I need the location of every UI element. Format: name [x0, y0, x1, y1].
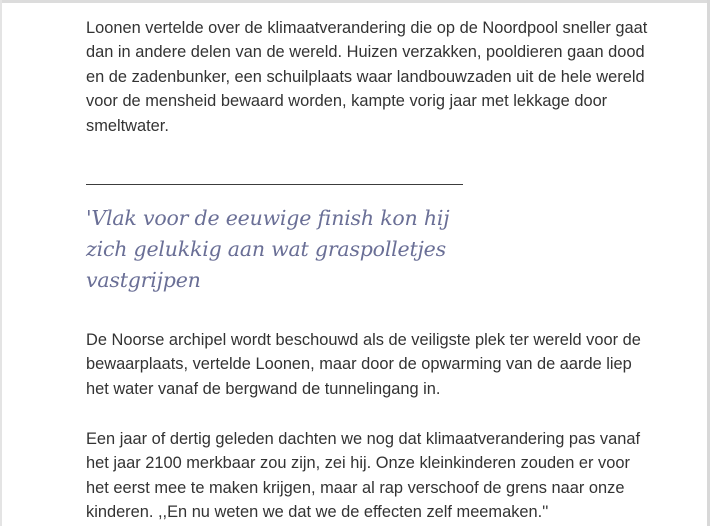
paragraph-line: het eerst mee te maken krijgen, maar al rap verschoof de grens naar onze — [86, 478, 625, 497]
paragraph-climate-north-pole — [86, 16, 647, 138]
paragraph-thirty-years-ago — [86, 427, 640, 525]
paragraph-line: bewaarplaats, vertelde Loonen, maar door de opwarming van de aarde liep — [86, 355, 632, 374]
pull-quote-line: 'Vlak voor de eeuwige finish kon hij — [86, 206, 450, 230]
paragraph-line: Een jaar of dertig geleden dachten we nog dat klimaatverandering pas vanaf — [86, 430, 641, 448]
paragraph-line: dan in andere delen van de wereld. Huizen verzakken, pooldieren gaan dood — [86, 43, 645, 62]
window-left-edge — [0, 0, 2, 526]
paragraph-line: De Noorse archipel wordt beschouwd als de veiligste plek ter wereld voor de — [86, 331, 641, 349]
pull-quote-divider — [86, 184, 463, 185]
paragraph-line: het jaar 2100 merkbaar zou zijn, zei hij. Onze kleinkinderen zouden er voor — [86, 454, 630, 473]
pull-quote-line: vastgrijpen — [86, 268, 201, 292]
window-top-edge — [0, 0, 710, 3]
pull-quote-line: zich gelukkig aan wat graspolletjes — [86, 237, 446, 261]
paragraph-line: kinderen. ,,En nu weten we dat we de effecten zelf meemaken.'' — [86, 503, 549, 522]
paragraph-line: Loonen vertelde over de klimaatverandering die op de Noordpool sneller gaat — [86, 19, 648, 37]
paragraph-archipelago — [86, 328, 641, 401]
paragraph-line: voor de mensheid bewaard worden, kampte vorig jaar met lekkage door — [86, 92, 608, 111]
paragraph-line: het water vanaf de bergwand de tunnelingang in. — [86, 379, 441, 398]
paragraph-line: en de zadenbunker, een schuilplaats waar landbouwzaden uit de hele wereld — [86, 67, 645, 86]
pull-quote — [86, 203, 449, 296]
paragraph-line: smeltwater. — [86, 116, 169, 135]
